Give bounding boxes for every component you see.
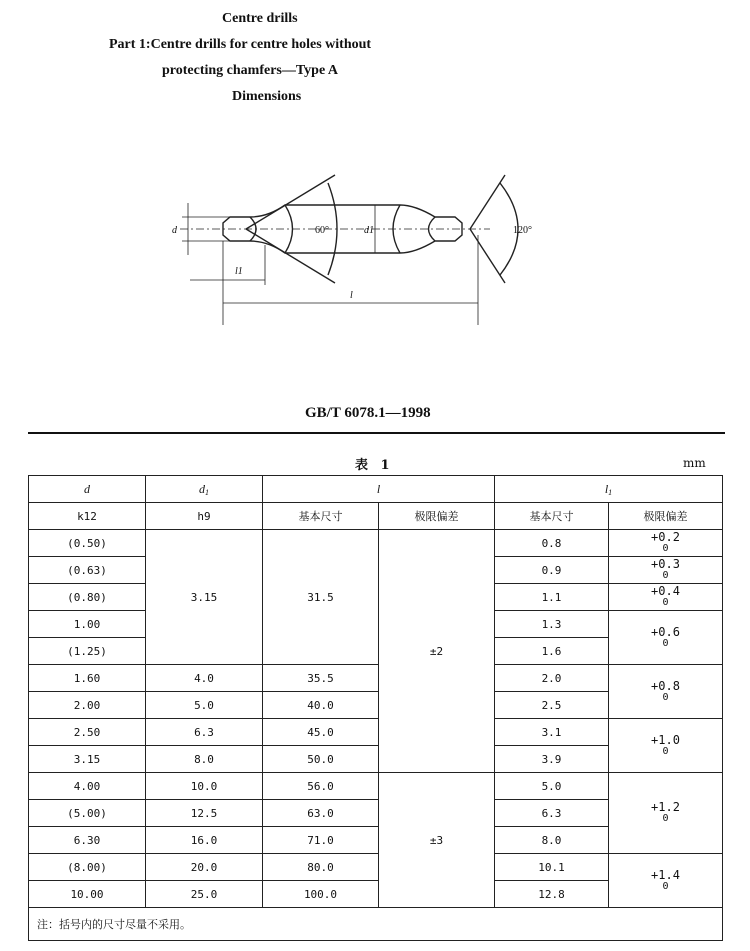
cell-l1: 2.5	[495, 692, 609, 719]
dev-upper: +0.4	[651, 584, 680, 598]
cell-l1: 10.1	[495, 854, 609, 881]
cell-d: 2.50	[29, 719, 146, 746]
cell-d1: 8.0	[146, 746, 263, 773]
col-header-d-tol: k12	[29, 503, 146, 530]
col-header-l1-sub: 1	[608, 487, 613, 497]
cell-l1-dev	[609, 773, 723, 854]
col-header-l1-dev: 极限偏差	[609, 503, 723, 530]
cell-l1: 1.1	[495, 584, 609, 611]
angle-120-label: 120°	[513, 225, 532, 236]
cell-d: 6.30	[29, 827, 146, 854]
table-row	[29, 854, 723, 881]
cell-l: 35.5	[263, 665, 379, 692]
cell-l-dev: ±3	[379, 773, 495, 908]
cell-d: (0.63)	[29, 557, 146, 584]
cell-l1: 3.9	[495, 746, 609, 773]
standard-number: GB/T 6078.1—1998	[305, 405, 431, 421]
col-header-l-dev: 极限偏差	[379, 503, 495, 530]
cell-d: 4.00	[29, 773, 146, 800]
cell-l: 31.5	[263, 530, 379, 665]
header-row-1	[29, 476, 723, 503]
col-header-l1	[495, 476, 723, 503]
title-line-2: Part 1:Centre drills for centre holes without	[109, 37, 372, 52]
cell-l1-dev	[609, 665, 723, 719]
cell-l1: 5.0	[495, 773, 609, 800]
cell-l: 63.0	[263, 800, 379, 827]
cell-l: 71.0	[263, 827, 379, 854]
dev-upper: +1.2	[651, 800, 680, 814]
cell-d: (5.00)	[29, 800, 146, 827]
cell-d: 10.00	[29, 881, 146, 908]
cell-d: (0.50)	[29, 530, 146, 557]
cell-l1: 1.3	[495, 611, 609, 638]
table-note: 注：括号内的尺寸尽量不采用。	[29, 908, 723, 941]
col-header-d1	[146, 476, 263, 503]
unit-label: mm	[683, 456, 706, 470]
dev-lower: 0	[662, 691, 669, 703]
label-d1: d1	[364, 225, 374, 236]
label-l: l	[350, 290, 353, 301]
dev-upper: +1.4	[651, 867, 680, 882]
dev-lower: 0	[662, 597, 669, 608]
cell-d: 2.00	[29, 692, 146, 719]
title-line-4: Dimensions	[232, 89, 302, 104]
cell-d: (0.80)	[29, 584, 146, 611]
dev-lower: 0	[662, 813, 669, 824]
table-title: 表 1	[355, 458, 394, 473]
col-header-d1-tol: h9	[146, 503, 263, 530]
dev-lower: 0	[662, 543, 669, 554]
angle-60-label: 60°	[315, 225, 329, 236]
col-header-l1-main: l	[604, 481, 609, 496]
col-header-l: l	[263, 476, 495, 503]
header-rule	[28, 432, 725, 434]
cell-l1-dev	[609, 584, 723, 611]
cell-l: 45.0	[263, 719, 379, 746]
cell-d: (8.00)	[29, 854, 146, 881]
table-row	[29, 773, 723, 800]
cell-l: 40.0	[263, 692, 379, 719]
cell-d: 1.00	[29, 611, 146, 638]
title-line-1: Centre drills	[222, 11, 298, 26]
cell-d1: 6.3	[146, 719, 263, 746]
label-d: d	[172, 225, 177, 236]
dev-lower: 0	[662, 745, 669, 757]
title-line-3: protecting chamfers—Type A	[162, 63, 339, 78]
cell-l: 50.0	[263, 746, 379, 773]
dev-lower: 0	[662, 880, 669, 892]
cell-l1: 0.9	[495, 557, 609, 584]
table-row	[29, 719, 723, 746]
dev-upper: +0.8	[651, 678, 680, 693]
cell-d: 1.60	[29, 665, 146, 692]
cell-d1: 20.0	[146, 854, 263, 881]
cell-l1: 1.6	[495, 638, 609, 665]
cell-d1: 25.0	[146, 881, 263, 908]
cell-d1: 3.15	[146, 530, 263, 665]
cell-l1: 2.0	[495, 665, 609, 692]
col-header-l1-basic: 基本尺寸	[495, 503, 609, 530]
table-row	[29, 530, 723, 557]
cell-l: 100.0	[263, 881, 379, 908]
dev-upper: +1.0	[651, 732, 680, 747]
cell-l1-dev	[609, 530, 723, 557]
cell-l-dev: ±2	[379, 530, 495, 773]
header-row-2	[29, 503, 723, 530]
col-header-d1-sub: 1	[205, 487, 209, 497]
col-header-d: d	[29, 476, 146, 503]
cell-l1: 8.0	[495, 827, 609, 854]
dev-upper: +0.3	[651, 557, 680, 571]
dev-lower: 0	[662, 637, 669, 649]
col-header-l-basic: 基本尺寸	[263, 503, 379, 530]
cell-d1: 5.0	[146, 692, 263, 719]
cell-d1: 4.0	[146, 665, 263, 692]
cell-l1-dev	[609, 611, 723, 665]
dev-upper: +0.6	[651, 624, 680, 639]
label-l1: l1	[235, 266, 243, 277]
cell-l1-dev	[609, 719, 723, 773]
centre-drill-drawing	[150, 155, 570, 355]
cell-d: 3.15	[29, 746, 146, 773]
cell-l1: 12.8	[495, 881, 609, 908]
cell-l1: 3.1	[495, 719, 609, 746]
dev-lower: 0	[662, 570, 669, 581]
table-note-row	[29, 908, 723, 941]
cell-l1-dev	[609, 557, 723, 584]
dev-upper: +0.2	[651, 530, 680, 544]
cell-l: 80.0	[263, 854, 379, 881]
cell-l1: 0.8	[495, 530, 609, 557]
cell-l: 56.0	[263, 773, 379, 800]
cell-l1: 6.3	[495, 800, 609, 827]
dimensions-table	[28, 475, 723, 941]
cell-d1: 12.5	[146, 800, 263, 827]
cell-d1: 10.0	[146, 773, 263, 800]
cell-d1: 16.0	[146, 827, 263, 854]
cell-d: (1.25)	[29, 638, 146, 665]
cell-l1-dev	[609, 854, 723, 908]
col-header-d1-main: d	[199, 481, 205, 496]
table-row	[29, 665, 723, 692]
